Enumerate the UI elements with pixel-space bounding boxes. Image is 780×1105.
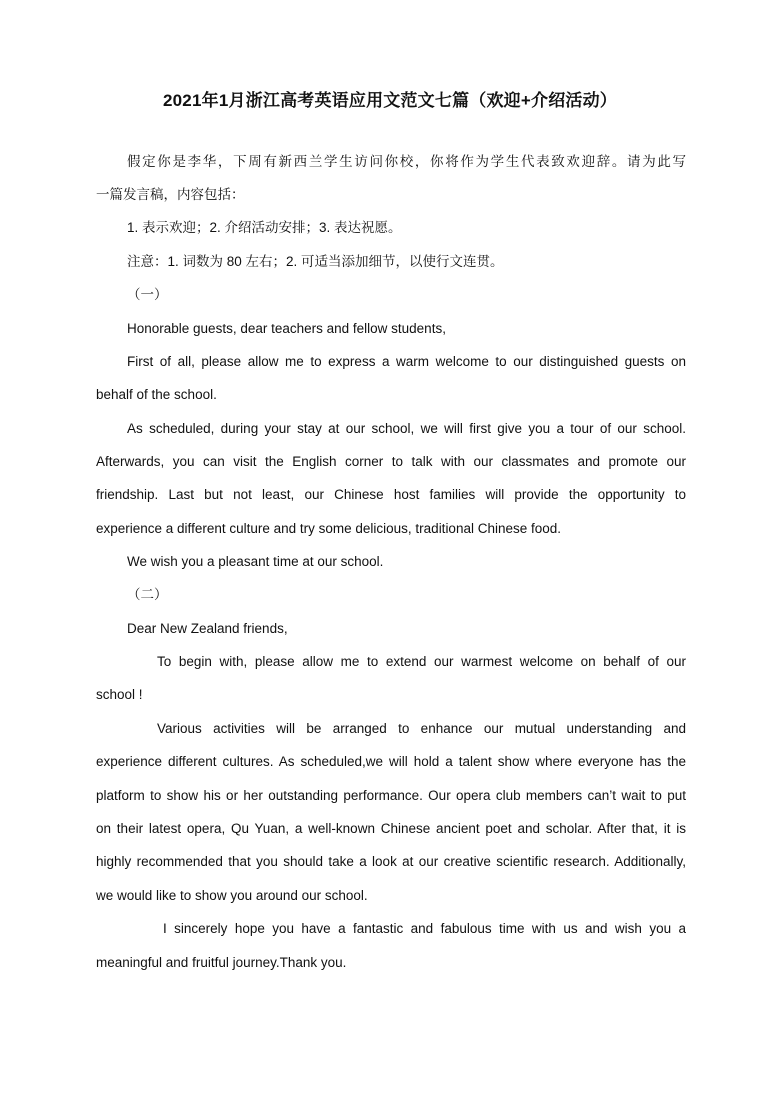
essay2-label: （二）: [127, 587, 168, 602]
essay2-paragraph-3-line-1: I sincerely hope you have a fantastic and fabulous time with us and wish you a: [163, 921, 686, 936]
prompt-line-1: 假定你是李华，下周有新西兰学生访问你校，你将作为学生代表致欢迎辞。请为此写: [127, 154, 686, 169]
essay2-paragraph-2-line-6: we would like to show you around our school.: [96, 888, 368, 903]
prompt-points: 1. 表示欢迎；2. 介绍活动安排；3. 表达祝愿。: [127, 220, 402, 235]
essay1-paragraph-1-line-1: First of all, please allow me to express a warm welcome to our distinguished guests on: [127, 354, 686, 369]
essay1-paragraph-2-line-4: experience a different culture and try some delicious, traditional Chinese food.: [96, 521, 562, 536]
prompt-notes: 注意：1. 词数为 80 左右；2. 可适当添加细节，以使行文连贯。: [127, 254, 504, 269]
essay1-paragraph-2-line-1: As scheduled, during your stay at our school, we will first give you a tour of our school.: [127, 421, 686, 436]
essay2-paragraph-2-line-1: Various activities will be arranged to enhance our mutual understanding and: [157, 721, 686, 736]
prompt-line-2: 一篇发言稿，内容包括：: [96, 187, 245, 202]
essay1-paragraph-2-line-2: Afterwards, you can visit the English corner to talk with our classmates and promote our: [96, 454, 686, 469]
essay1-label: （一）: [127, 287, 168, 302]
essay1-greeting: Honorable guests, dear teachers and fellow students,: [127, 321, 446, 336]
essay2-greeting: Dear New Zealand friends,: [127, 621, 288, 636]
essay2-paragraph-1-line-1: To begin with, please allow me to extend our warmest welcome on behalf of our: [157, 654, 686, 669]
essay1-paragraph-2-line-3: friendship. Last but not least, our Chinese host families will provide the opportunity to: [96, 487, 686, 502]
essay1-closing: We wish you a pleasant time at our school.: [127, 554, 384, 569]
essay2-paragraph-2-line-4: on their latest opera, Qu Yuan, a well-known Chinese ancient poet and scholar. After that, it is: [96, 821, 686, 836]
essay2-paragraph-3-line-2: meaningful and fruitful journey.Thank you.: [96, 955, 347, 970]
essay2-paragraph-2-line-5: highly recommended that you should take a look at our creative scientific research. Additionally,: [96, 854, 686, 869]
document-title: 2021年1月浙江高考英语应用文范文七篇（欢迎+介绍活动）: [163, 91, 617, 110]
essay2-paragraph-2-line-3: platform to show his or her outstanding performance. Our opera club members can’t wait to put: [96, 788, 686, 803]
essay1-paragraph-1-line-2: behalf of the school.: [96, 387, 217, 402]
essay2-paragraph-1-line-2: school !: [96, 687, 143, 702]
essay2-paragraph-2-line-2: experience different cultures. As scheduled,we will hold a talent show where everyone has the: [96, 754, 686, 769]
